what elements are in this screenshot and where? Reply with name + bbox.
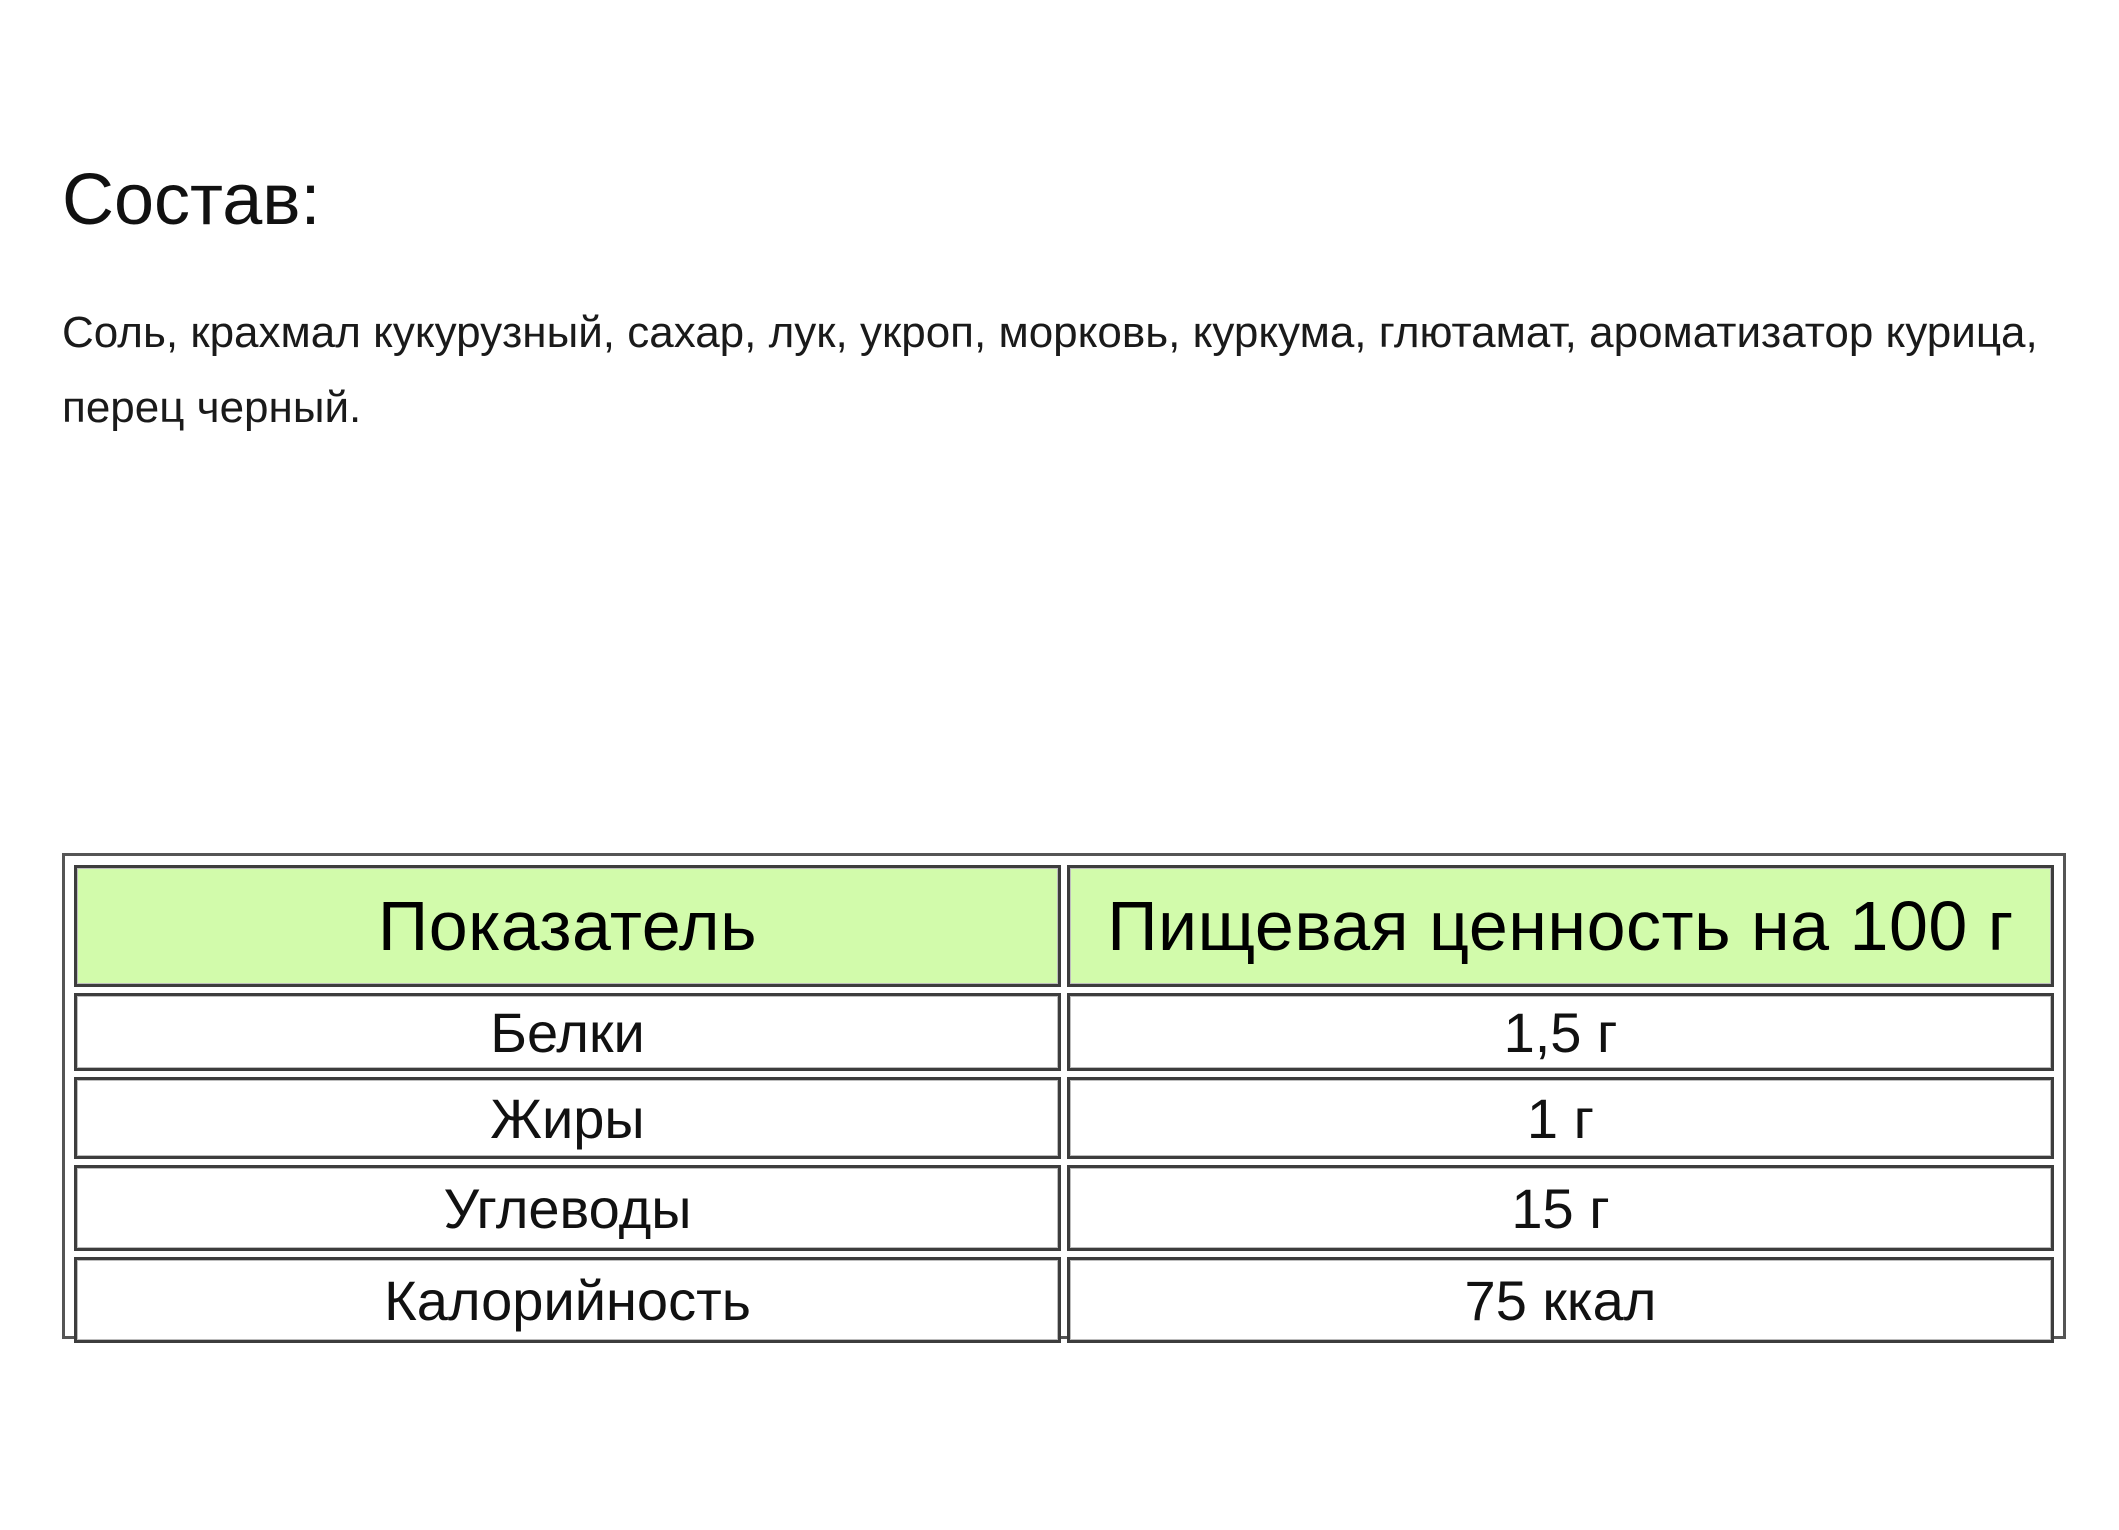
table-row-proteins xyxy=(74,993,2054,1071)
table-row-calories xyxy=(74,1257,2054,1343)
table-row-carbohydrates xyxy=(74,1165,2054,1251)
value-cell: 15 г xyxy=(1067,1165,2054,1251)
indicator-cell: Калорийность xyxy=(74,1257,1061,1343)
table-header-row xyxy=(74,865,2054,987)
composition-text: Соль, крахмал кукурузный, сахар, лук, укроп, морковь, куркума, глютамат, ароматизатор курица, перец черный. xyxy=(62,308,2038,432)
composition-heading: Состав: xyxy=(62,160,321,240)
value-cell: 1,5 г xyxy=(1067,993,2054,1071)
table-row-fats xyxy=(74,1077,2054,1159)
header-nutrition-value: Пищевая ценность на 100 г xyxy=(1067,865,2054,987)
nutrition-table xyxy=(68,859,2060,1349)
value-cell: 1 г xyxy=(1067,1077,2054,1159)
header-indicator: Показатель xyxy=(74,865,1061,987)
nutrition-table-frame xyxy=(62,853,2066,1339)
indicator-cell: Белки xyxy=(74,993,1061,1071)
indicator-cell: Жиры xyxy=(74,1077,1061,1159)
value-cell: 75 ккал xyxy=(1067,1257,2054,1343)
indicator-cell: Углеводы xyxy=(74,1165,1061,1251)
